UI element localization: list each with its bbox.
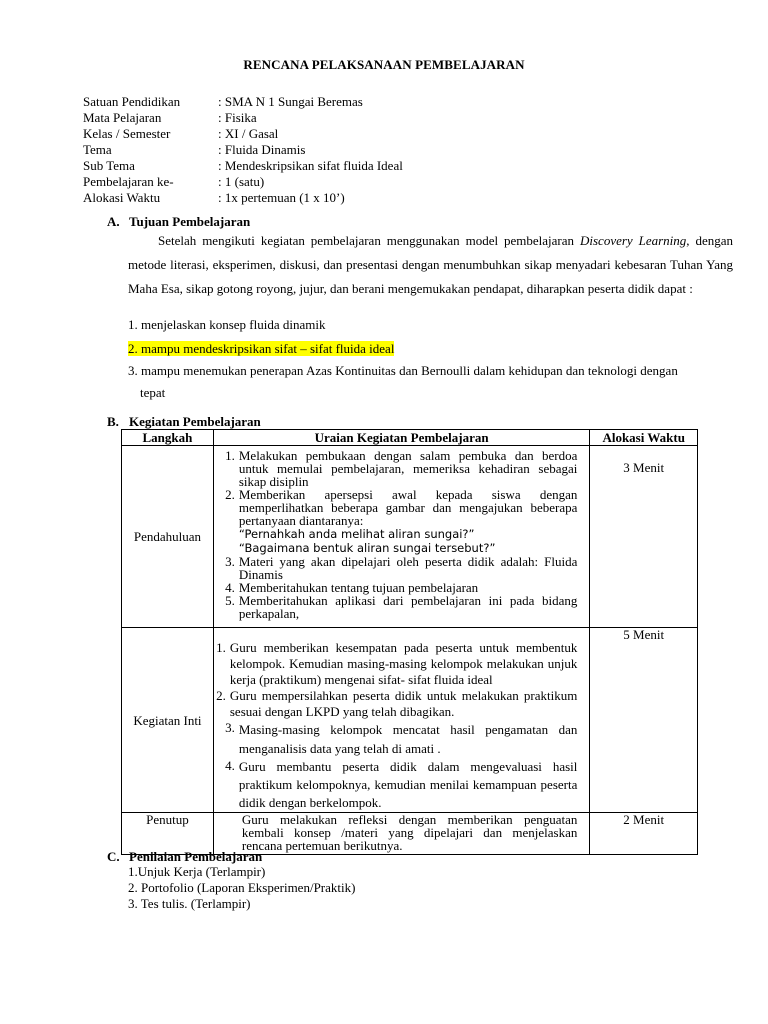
column-header: Uraian Kegiatan Pembelajaran: [213, 430, 590, 446]
meta-value: : XI / Gasal: [218, 126, 279, 141]
question-2: “Bagaimana bentuk aliran sungai tersebut?”: [238, 541, 496, 555]
list-item: 3. Masing-masing kelompok mencatat hasil pengamatan dan menganalisis data yang telah di amati .: [225, 720, 578, 756]
list-item: 2. Portofolio (Laporan Eksperimen/Praktik): [128, 880, 356, 895]
time-value: 5 Menit: [623, 627, 665, 642]
section-a-heading: [107, 214, 250, 230]
column-header: Langkah: [122, 430, 214, 446]
meta-label: Pembelajaran ke-: [83, 174, 174, 189]
list-item: 2. Guru mempersilahkan peserta didik untuk melakukan praktikum sesuai dengan LKPD yang telah dibagikan.: [216, 688, 578, 719]
meta-label: Tema: [83, 142, 112, 157]
document-title: RENCANA PELAKSANAAN PEMBELAJARAN: [243, 57, 525, 72]
list-item: 3. Materi yang akan dipelajari oleh peserta didik adalah: Fluida Dinamis: [225, 554, 578, 582]
objective-item: 3. mampu menemukan penerapan Azas Kontinuitas dan Bernoulli dalam kehidupan dan teknologi dengan: [128, 363, 678, 378]
activities-table: [121, 429, 698, 855]
objectives-paragraph: [128, 229, 733, 301]
intro-text-cont: , dengan metode literasi, eksperimen, diskusi, dan presentasi dengan menumbuhkan sikap menyadari kebesaran Tuhan Yang Maha Esa, sikap gotong royong, jujur, dan berani mengemukakan pendapat, diharapkan peserta didik dapat :: [128, 233, 734, 296]
list-item: 4. Memberitahukan tentang tujuan pembelajaran: [225, 580, 479, 595]
time-value: 2 Menit: [623, 812, 665, 827]
list-item: 1.Unjuk Kerja (Terlampir): [128, 864, 266, 879]
time-cell: [590, 813, 698, 855]
objective-item-highlighted: [128, 338, 733, 360]
time-cell: [590, 628, 698, 813]
section-title: Penilaian Pembelajaran: [129, 849, 263, 864]
meta-label: Kelas / Semester: [83, 126, 171, 141]
meta-row: [83, 190, 403, 206]
model-name: Discovery Learning: [579, 233, 687, 248]
list-item: 1. Melakukan pembukaan dengan salam pembuka dan berdoa untuk memulai pembelajaran, memeriksa kehadiran sebagai sikap disiplin: [225, 448, 578, 489]
section-title: Kegiatan Pembelajaran: [129, 414, 261, 429]
meta-value: : Mendeskripsikan sifat fluida Ideal: [218, 158, 403, 173]
closing-text: Guru melakukan refleksi dengan memberikan penguatan kembali konsep /materi yang dipelajari dan menjelaskan rencana pertemuan berikutnya.: [241, 812, 578, 853]
objective-item: 1. menjelaskan konsep fluida dinamik: [128, 317, 326, 332]
meta-label: Sub Tema: [83, 158, 135, 173]
section-c-heading: [107, 849, 262, 865]
assessment-list: [128, 864, 355, 912]
activity-cell: [213, 628, 590, 813]
meta-label: Alokasi Waktu: [83, 190, 161, 205]
meta-row: [83, 110, 403, 126]
step-cell: Penutup: [122, 813, 214, 855]
intro-text: Setelah mengikuti kegiatan pembelajaran menggunakan model pembelajaran: [158, 233, 575, 248]
step-cell: Kegiatan Inti: [122, 628, 214, 813]
table-row-pendahuluan: [122, 446, 698, 628]
section-title: Tujuan Pembelajaran: [129, 214, 251, 229]
meta-value: : SMA N 1 Sungai Beremas: [218, 94, 363, 109]
meta-value: : 1x pertemuan (1 x 10’): [218, 190, 345, 205]
objective-item-continuation: tepat: [140, 385, 166, 400]
section-letter: C.: [107, 849, 120, 864]
question-1: “Pernahkah anda melihat aliran sungai?”: [238, 527, 475, 541]
list-item: 5. Memberitahukan aplikasi dari pembelajaran ini pada bidang perkapalan,: [225, 593, 578, 621]
section-letter: B.: [107, 414, 119, 429]
activity-cell: [213, 446, 590, 628]
identity-block: [83, 94, 403, 206]
highlighted-text: 2. mampu mendeskripsikan sifat – sifat fluida ideal: [128, 341, 395, 356]
time-value: 3 Menit: [623, 460, 665, 475]
meta-row: [83, 94, 403, 110]
meta-label: Mata Pelajaran: [83, 110, 162, 125]
meta-row: [83, 142, 403, 158]
list-item: 2. Memberikan apersepsi awal kepada siswa dengan memperlihatkan beberapa gambar dan mengajukan beberapa pertanyaan diantaranya: “Pernahkah anda melihat aliran sungai?” “Bagaimana bentuk aliran sungai tersebut?”: [225, 487, 578, 555]
step-cell: Pendahuluan: [122, 446, 214, 628]
activity-cell: [213, 813, 590, 855]
objectives-list: [128, 314, 733, 404]
table-row-inti: [122, 628, 698, 813]
meta-value: : Fluida Dinamis: [218, 142, 306, 157]
time-cell: [590, 446, 698, 628]
list-item: 4. Guru membantu peserta didik dalam mengevaluasi hasil praktikum kelompoknya, kemudian menilai kemampuan peserta didik dengan berkelompok.: [225, 758, 578, 810]
meta-value: : Fisika: [218, 110, 257, 125]
list-item: 1. Guru memberikan kesempatan pada peserta untuk membentuk kelompok. Kemudian masing-masing kelompok melakukan unjuk kerja (praktikum) mengenai sifat- sifat fluida ideal: [216, 640, 578, 687]
column-header: Alokasi Waktu: [590, 430, 698, 446]
section-b-heading: [107, 414, 261, 430]
table-header-row: [122, 430, 698, 446]
list-item: 3. Tes tulis. (Terlampir): [128, 896, 251, 911]
meta-row: [83, 158, 403, 174]
section-letter: A.: [107, 214, 120, 229]
meta-row: [83, 126, 403, 142]
meta-label: Satuan Pendidikan: [83, 94, 181, 109]
meta-value: : 1 (satu): [218, 174, 265, 189]
meta-row: [83, 174, 403, 190]
